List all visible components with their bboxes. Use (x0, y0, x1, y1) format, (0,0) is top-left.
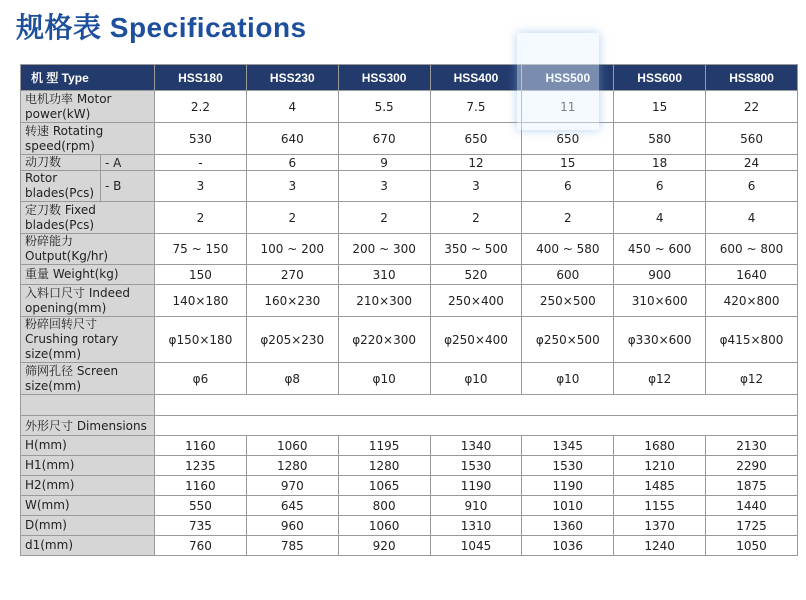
table-cell: 1725 (706, 516, 798, 536)
table-cell: 1045 (430, 536, 522, 556)
table-cell: 2 (522, 202, 614, 234)
row-label-screen-size: 筛网孔径 Screen size(mm) (21, 363, 155, 395)
table-cell: 100 ~ 200 (246, 234, 338, 265)
model-header-hss500: HSS500 (522, 65, 614, 91)
table-cell: 2.2 (155, 91, 247, 123)
row-sublabel-b: - B (101, 171, 155, 202)
table-cell: 600 ~ 800 (706, 234, 798, 265)
model-header-hss300: HSS300 (338, 65, 430, 91)
table-cell: 3 (246, 171, 338, 202)
table-cell: 1190 (522, 476, 614, 496)
table-cell: 5.5 (338, 91, 430, 123)
table-cell: 900 (614, 265, 706, 285)
table-cell: 160×230 (246, 285, 338, 317)
table-cell: 1280 (246, 456, 338, 476)
table-cell: 450 ~ 600 (614, 234, 706, 265)
table-cell: 75 ~ 150 (155, 234, 247, 265)
table-cell: 1345 (522, 436, 614, 456)
table-cell: 1160 (155, 436, 247, 456)
table-cell: 15 (614, 91, 706, 123)
row-label-h1: H1(mm) (21, 456, 155, 476)
table-cell: 645 (246, 496, 338, 516)
table-cell: 970 (246, 476, 338, 496)
table-cell: 1310 (430, 516, 522, 536)
table-cell: 760 (155, 536, 247, 556)
table-cell: 270 (246, 265, 338, 285)
table-cell: 1160 (155, 476, 247, 496)
table-cell: 2 (338, 202, 430, 234)
table-cell: 1440 (706, 496, 798, 516)
row-label-output: 粉碎能力 Output(Kg/hr) (21, 234, 155, 265)
model-header-hss230: HSS230 (246, 65, 338, 91)
table-cell: φ10 (522, 363, 614, 395)
model-header-hss180: HSS180 (155, 65, 247, 91)
table-cell: 1010 (522, 496, 614, 516)
spacer-cell (155, 395, 798, 416)
table-cell: 920 (338, 536, 430, 556)
table-cell: 600 (522, 265, 614, 285)
table-cell: 310 (338, 265, 430, 285)
table-cell: 1680 (614, 436, 706, 456)
table-cell: 18 (614, 155, 706, 171)
row-label-rotating-speed: 转速 Rotating speed(rpm) (21, 123, 155, 155)
row-label-weight: 重量 Weight(kg) (21, 265, 155, 285)
table-cell: φ415×800 (706, 317, 798, 363)
table-cell: - (155, 155, 247, 171)
table-cell: 24 (706, 155, 798, 171)
row-label-h2: H2(mm) (21, 476, 155, 496)
table-cell: 140×180 (155, 285, 247, 317)
table-cell: 400 ~ 580 (522, 234, 614, 265)
table-cell: φ10 (338, 363, 430, 395)
table-cell: 210×300 (338, 285, 430, 317)
table-cell: 670 (338, 123, 430, 155)
dimensions-section-blank (155, 416, 798, 436)
table-row (21, 91, 798, 123)
table-cell: 6 (614, 171, 706, 202)
table-row (21, 234, 798, 265)
table-cell: 650 (430, 123, 522, 155)
table-row (21, 265, 798, 285)
table-cell: φ220×300 (338, 317, 430, 363)
row-label-rotor-blades-en: Rotor blades(Pcs) (21, 171, 101, 202)
table-cell: 1530 (430, 456, 522, 476)
table-cell: 1155 (614, 496, 706, 516)
row-sublabel-a: - A (101, 155, 155, 171)
row-label-crushing-rotary: 粉碎回转尺寸 Crushing rotary size(mm) (21, 317, 155, 363)
table-row (21, 155, 798, 171)
table-cell: 960 (246, 516, 338, 536)
table-cell: 1240 (614, 536, 706, 556)
table-cell: 3 (338, 171, 430, 202)
table-row (21, 202, 798, 234)
table-cell: 7.5 (430, 91, 522, 123)
table-cell: 800 (338, 496, 430, 516)
table-cell: φ330×600 (614, 317, 706, 363)
row-label-feed-opening: 入料口尺寸 Indeed opening(mm) (21, 285, 155, 317)
table-row (21, 285, 798, 317)
table-cell: φ6 (155, 363, 247, 395)
table-cell: φ8 (246, 363, 338, 395)
table-cell: φ205×230 (246, 317, 338, 363)
row-label-h: H(mm) (21, 436, 155, 456)
table-cell: 650 (522, 123, 614, 155)
table-cell: 580 (614, 123, 706, 155)
table-cell: φ12 (614, 363, 706, 395)
table-cell: φ10 (430, 363, 522, 395)
table-cell: 785 (246, 536, 338, 556)
table-cell: 1036 (522, 536, 614, 556)
table-cell: 1195 (338, 436, 430, 456)
table-cell: 1485 (614, 476, 706, 496)
table-cell: 2 (430, 202, 522, 234)
table-cell: 1530 (522, 456, 614, 476)
table-row (21, 536, 798, 556)
table-cell: 6 (246, 155, 338, 171)
table-row (21, 496, 798, 516)
table-cell: 1280 (338, 456, 430, 476)
table-cell: φ250×500 (522, 317, 614, 363)
table-row (21, 456, 798, 476)
table-cell: 310×600 (614, 285, 706, 317)
table-cell: 9 (338, 155, 430, 171)
table-cell: 4 (246, 91, 338, 123)
table-cell: 250×500 (522, 285, 614, 317)
table-cell: 560 (706, 123, 798, 155)
table-cell: 2 (246, 202, 338, 234)
table-cell: 3 (155, 171, 247, 202)
table-cell: 550 (155, 496, 247, 516)
table-cell: 4 (614, 202, 706, 234)
table-cell: 2 (155, 202, 247, 234)
table-cell: 2290 (706, 456, 798, 476)
model-column-header: 机 型 Type (21, 65, 155, 91)
row-label-rotor-blades-cn: 动刀数 (21, 155, 101, 171)
table-row (21, 171, 798, 202)
table-cell: 11 (522, 91, 614, 123)
model-header-hss400: HSS400 (430, 65, 522, 91)
table-cell: 2130 (706, 436, 798, 456)
table-cell: φ12 (706, 363, 798, 395)
table-row (21, 363, 798, 395)
page-title: 规格表 Specifications (16, 12, 307, 43)
table-cell: 6 (522, 171, 614, 202)
table-cell: 735 (155, 516, 247, 536)
table-cell: 1190 (430, 476, 522, 496)
table-cell: 12 (430, 155, 522, 171)
table-cell: 200 ~ 300 (338, 234, 430, 265)
table-row (21, 123, 798, 155)
table-cell: 250×400 (430, 285, 522, 317)
table-cell: 1340 (430, 436, 522, 456)
model-header-hss600: HSS600 (614, 65, 706, 91)
table-cell: 350 ~ 500 (430, 234, 522, 265)
table-cell: 1370 (614, 516, 706, 536)
table-cell: 520 (430, 265, 522, 285)
table-row (21, 476, 798, 496)
dimensions-section-row (21, 416, 798, 436)
table-cell: 1060 (338, 516, 430, 536)
specifications-table (20, 64, 798, 556)
table-cell: 6 (706, 171, 798, 202)
row-label-w: W(mm) (21, 496, 155, 516)
table-row (21, 317, 798, 363)
model-header-hss800: HSS800 (706, 65, 798, 91)
table-cell: 530 (155, 123, 247, 155)
table-spacer-row (21, 395, 798, 416)
table-cell: 3 (430, 171, 522, 202)
table-row (21, 516, 798, 536)
table-cell: 22 (706, 91, 798, 123)
table-cell: 4 (706, 202, 798, 234)
row-label-d: D(mm) (21, 516, 155, 536)
row-label-d1: d1(mm) (21, 536, 155, 556)
row-label-fixed-blades: 定刀数 Fixed blades(Pcs) (21, 202, 155, 234)
table-row (21, 436, 798, 456)
table-cell: 15 (522, 155, 614, 171)
dimensions-section-label: 外形尺寸 Dimensions (21, 416, 155, 436)
row-label-motor-power: 电机功率 Motor power(kW) (21, 91, 155, 123)
table-cell: 150 (155, 265, 247, 285)
table-cell: φ150×180 (155, 317, 247, 363)
table-cell: 1065 (338, 476, 430, 496)
table-cell: 420×800 (706, 285, 798, 317)
table-cell: 1360 (522, 516, 614, 536)
table-cell: 1210 (614, 456, 706, 476)
table-cell: 1050 (706, 536, 798, 556)
table-cell: φ250×400 (430, 317, 522, 363)
table-cell: 640 (246, 123, 338, 155)
spacer-label-cell (21, 395, 155, 416)
table-cell: 1060 (246, 436, 338, 456)
table-cell: 1875 (706, 476, 798, 496)
table-cell: 1640 (706, 265, 798, 285)
table-cell: 1235 (155, 456, 247, 476)
table-cell: 910 (430, 496, 522, 516)
table-header-row (21, 65, 798, 91)
